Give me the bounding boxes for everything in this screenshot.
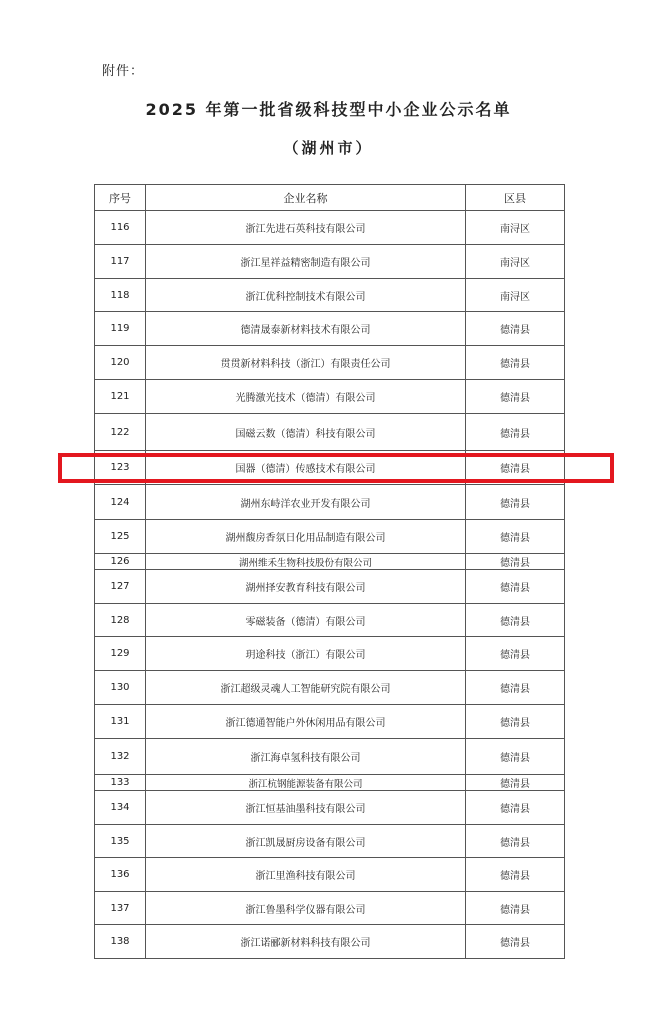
row-district: 德清县 bbox=[466, 925, 565, 959]
table-row bbox=[95, 892, 565, 925]
row-company-name: 浙江优科控制技术有限公司 bbox=[146, 279, 466, 312]
row-district: 德清县 bbox=[466, 570, 565, 604]
row-district: 南浔区 bbox=[466, 245, 565, 279]
row-index: 117 bbox=[95, 245, 146, 279]
table-row bbox=[95, 705, 565, 739]
row-district: 德清县 bbox=[466, 791, 565, 825]
table-row bbox=[95, 211, 565, 245]
row-district: 德清县 bbox=[466, 825, 565, 858]
table-row bbox=[95, 279, 565, 312]
table-row bbox=[95, 739, 565, 775]
row-district: 德清县 bbox=[466, 858, 565, 892]
row-index: 127 bbox=[95, 570, 146, 604]
row-index: 136 bbox=[95, 858, 146, 892]
row-district: 德清县 bbox=[466, 892, 565, 925]
row-company-name: 湖州东峙洋农业开发有限公司 bbox=[146, 485, 466, 520]
row-index: 137 bbox=[95, 892, 146, 925]
header-index: 序号 bbox=[95, 185, 146, 211]
row-index: 128 bbox=[95, 604, 146, 637]
row-district: 德清县 bbox=[466, 380, 565, 414]
row-district: 德清县 bbox=[466, 485, 565, 520]
row-district: 德清县 bbox=[466, 637, 565, 671]
row-index: 125 bbox=[95, 520, 146, 554]
document-title: 2025 年第一批省级科技型中小企业公示名单 bbox=[145, 100, 512, 119]
row-index: 121 bbox=[95, 380, 146, 414]
row-index: 123 bbox=[95, 451, 146, 485]
table-row bbox=[95, 671, 565, 705]
row-index: 133 bbox=[95, 775, 146, 791]
row-district: 德清县 bbox=[466, 705, 565, 739]
row-company-name: 德清晟泰新材料技术有限公司 bbox=[146, 312, 466, 346]
row-district: 德清县 bbox=[466, 520, 565, 554]
row-index: 126 bbox=[95, 554, 146, 570]
table-row bbox=[95, 245, 565, 279]
table-body bbox=[95, 211, 565, 959]
table-row bbox=[95, 520, 565, 554]
row-district: 德清县 bbox=[466, 312, 565, 346]
row-company-name: 湖州择安教育科技有限公司 bbox=[146, 570, 466, 604]
row-district: 德清县 bbox=[466, 604, 565, 637]
row-company-name: 贯贯新材料科技（浙江）有限责任公司 bbox=[146, 346, 466, 380]
row-index: 130 bbox=[95, 671, 146, 705]
row-index: 118 bbox=[95, 279, 146, 312]
row-district: 德清县 bbox=[466, 346, 565, 380]
table-row bbox=[95, 637, 565, 671]
row-index: 129 bbox=[95, 637, 146, 671]
row-company-name: 浙江德通智能户外休闲用品有限公司 bbox=[146, 705, 466, 739]
table-row bbox=[95, 414, 565, 451]
row-company-name: 浙江凯晟厨房设备有限公司 bbox=[146, 825, 466, 858]
table-row bbox=[95, 858, 565, 892]
row-company-name: 浙江里渔科技有限公司 bbox=[146, 858, 466, 892]
row-company-name: 浙江恒基油墨科技有限公司 bbox=[146, 791, 466, 825]
row-index: 138 bbox=[95, 925, 146, 959]
row-index: 124 bbox=[95, 485, 146, 520]
table-row bbox=[95, 775, 565, 791]
table-row bbox=[95, 380, 565, 414]
row-index: 120 bbox=[95, 346, 146, 380]
company-list-table bbox=[94, 184, 565, 959]
row-index: 131 bbox=[95, 705, 146, 739]
row-company-name: 浙江鲁墨科学仪器有限公司 bbox=[146, 892, 466, 925]
row-index: 134 bbox=[95, 791, 146, 825]
row-district: 德清县 bbox=[466, 451, 565, 485]
row-district: 德清县 bbox=[466, 554, 565, 570]
table-header-row bbox=[95, 185, 565, 211]
table-row bbox=[95, 791, 565, 825]
row-index: 116 bbox=[95, 211, 146, 245]
row-index: 122 bbox=[95, 414, 146, 451]
document-subtitle: （湖州市） bbox=[283, 139, 374, 157]
row-company-name: 浙江超级灵魂人工智能研究院有限公司 bbox=[146, 671, 466, 705]
row-company-name: 湖州维禾生物科技股份有限公司 bbox=[146, 554, 466, 570]
highlight-box bbox=[58, 453, 614, 483]
row-district: 德清县 bbox=[466, 739, 565, 775]
row-company-name: 国器（德清）传感技术有限公司 bbox=[146, 451, 466, 485]
attachment-label: 附件： bbox=[102, 64, 145, 79]
row-index: 132 bbox=[95, 739, 146, 775]
row-index: 119 bbox=[95, 312, 146, 346]
header-district: 区县 bbox=[466, 185, 565, 211]
row-district: 德清县 bbox=[466, 775, 565, 791]
row-company-name: 浙江杭钢能源装备有限公司 bbox=[146, 775, 466, 791]
table-row bbox=[95, 485, 565, 520]
row-company-name: 光腾激光技术（德清）有限公司 bbox=[146, 380, 466, 414]
row-index: 135 bbox=[95, 825, 146, 858]
row-company-name: 玥途科技（浙江）有限公司 bbox=[146, 637, 466, 671]
row-company-name: 零磁装备（德清）有限公司 bbox=[146, 604, 466, 637]
row-company-name: 浙江星祥益精密制造有限公司 bbox=[146, 245, 466, 279]
table-row bbox=[95, 925, 565, 959]
table-row bbox=[95, 604, 565, 637]
row-company-name: 浙江海卓氢科技有限公司 bbox=[146, 739, 466, 775]
table-row bbox=[95, 570, 565, 604]
row-district: 南浔区 bbox=[466, 211, 565, 245]
table-row bbox=[95, 554, 565, 570]
row-company-name: 国磁云数（德清）科技有限公司 bbox=[146, 414, 466, 451]
row-company-name: 浙江先进石英科技有限公司 bbox=[146, 211, 466, 245]
row-district: 德清县 bbox=[466, 414, 565, 451]
table-row bbox=[95, 312, 565, 346]
header-company-name: 企业名称 bbox=[146, 185, 466, 211]
row-district: 南浔区 bbox=[466, 279, 565, 312]
table-row bbox=[95, 825, 565, 858]
row-district: 德清县 bbox=[466, 671, 565, 705]
row-company-name: 浙江诺郦新材料科技有限公司 bbox=[146, 925, 466, 959]
table-row bbox=[95, 346, 565, 380]
row-company-name: 湖州馥房香氛日化用品制造有限公司 bbox=[146, 520, 466, 554]
